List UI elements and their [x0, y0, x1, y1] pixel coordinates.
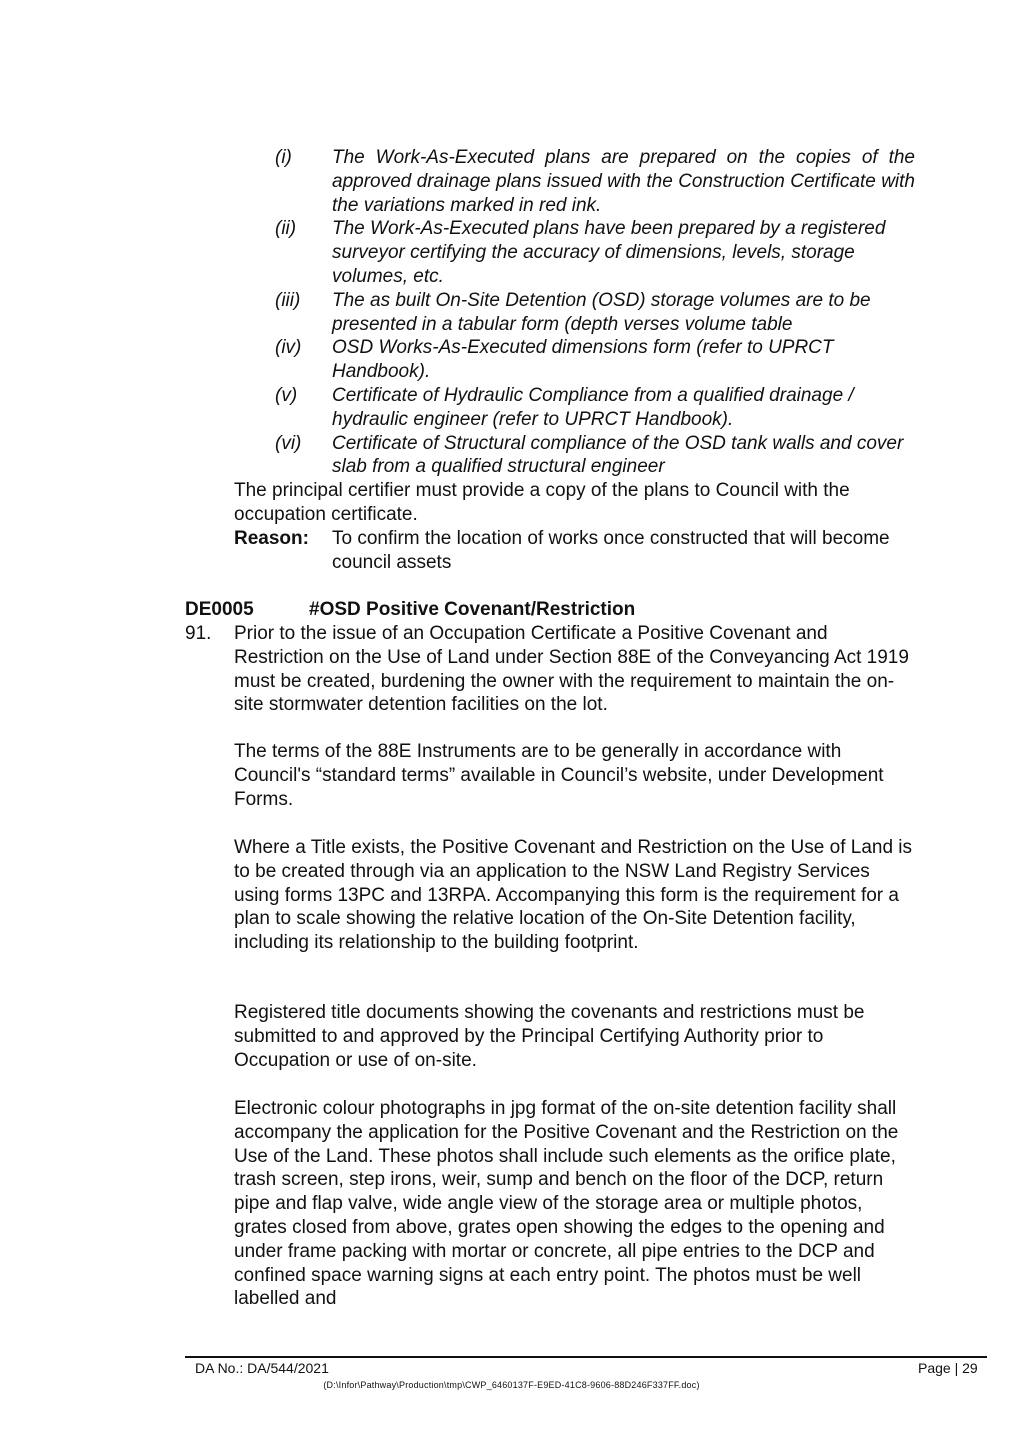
list-item-number: (iii) [275, 289, 301, 311]
list-item-text: The Work-As-Executed plans have been prepared by a registered surveyor certifying the accuracy of dimensions, levels, storage volumes, etc. [332, 218, 886, 287]
list-item-text: The as built On-Site Detention (OSD) storage volumes are to be presented in a tabular form (depth verses volume table [332, 289, 871, 335]
reason [234, 527, 914, 575]
footer-file-path: (D:\Infor\Pathway\Production\tmp\CWP_6460137F-E9ED-41C8-9606-88D246F337FF.doc) [323, 1380, 700, 1390]
section-code: DE0005 [185, 599, 254, 620]
list-item [275, 289, 915, 337]
footer-da-number: DA No.: DA/544/2021 [195, 1360, 329, 1376]
section-heading [185, 598, 635, 622]
list-item-text: Certificate of Structural compliance of the OSD tank walls and cover slab from a qualified structural engineer [332, 432, 904, 478]
requirements-list [275, 146, 915, 479]
footer-divider [185, 1356, 987, 1358]
paragraph: Where a Title exists, the Positive Covenant and Restriction on the Use of Land is to be created through via an application to the NSW Land Registry Services using forms 13PC and 13RPA. Accompanying this form is the requirement for a plan to scale showing the relative location of the On-Site Detention facility, including its relationship to the building footprint. [234, 837, 913, 954]
paragraph: The terms of the 88E Instruments are to be generally in accordance with Council's “standard terms” available in Council’s website, under Development Forms. [234, 741, 884, 810]
footer-page-number: Page | 29 [918, 1360, 978, 1376]
list-item-number: (iv) [275, 337, 302, 359]
list-item [275, 217, 915, 288]
list-item-number: (ii) [275, 218, 297, 240]
paragraph: Registered title documents showing the covenants and restrictions must be submitted to and approved by the Principal Certifying Authority prior to Occupation or use of on-site. [234, 1002, 865, 1071]
reason-text: To confirm the location of works once constructed that will become council assets [332, 528, 890, 573]
list-item [275, 336, 915, 384]
reason-label: Reason: [234, 528, 309, 549]
paragraph: Prior to the issue of an Occupation Certificate a Positive Covenant and Restriction on the Use of Land under Section 88E of the Conveyancing Act 1919 must be created, burdening the owner with the requirement to maintain the on-site stormwater detention facilities on the lot. [234, 623, 909, 716]
list-item [275, 146, 915, 217]
item-number: 91. [185, 623, 212, 644]
paragraph: Electronic colour photographs in jpg format of the on-site detention facility shall accompany the application for the Positive Covenant and the Restriction on the Use of the Land. These photos shall include such elements as the orifice plate, trash screen, step irons, weir, sump and bench on the floor of the DCP, return pipe and flap valve, wide angle view of the storage area or multiple photos, grates closed from above, grates open showing the edges to the opening and under frame packing with mortar or concrete, all pipe entries to the DCP and confined space warning signs at each entry point. The photos must be well labelled and [234, 1098, 899, 1310]
list-item [275, 384, 915, 432]
list-item-number: (i) [275, 147, 292, 168]
list-item-text: OSD Works-As-Executed dimensions form (refer to UPRCT Handbook). [332, 337, 834, 383]
certifier-paragraph: The principal certifier must provide a copy of the plans to Council with the occupation certificate. [234, 480, 850, 525]
list-item-number: (vi) [275, 432, 302, 454]
list-item-text: Certificate of Hydraulic Compliance from a qualified drainage / hydraulic engineer (refer to UPRCT Handbook). [332, 384, 854, 430]
list-item-text: The Work-As-Executed plans are prepared on the copies of the approved drainage plans issued with the Construction Certificate with the variations marked in red ink. [332, 147, 915, 216]
list-item-number: (v) [275, 384, 298, 406]
list-item [275, 432, 915, 480]
section-title: #OSD Positive Covenant/Restriction [309, 599, 636, 620]
